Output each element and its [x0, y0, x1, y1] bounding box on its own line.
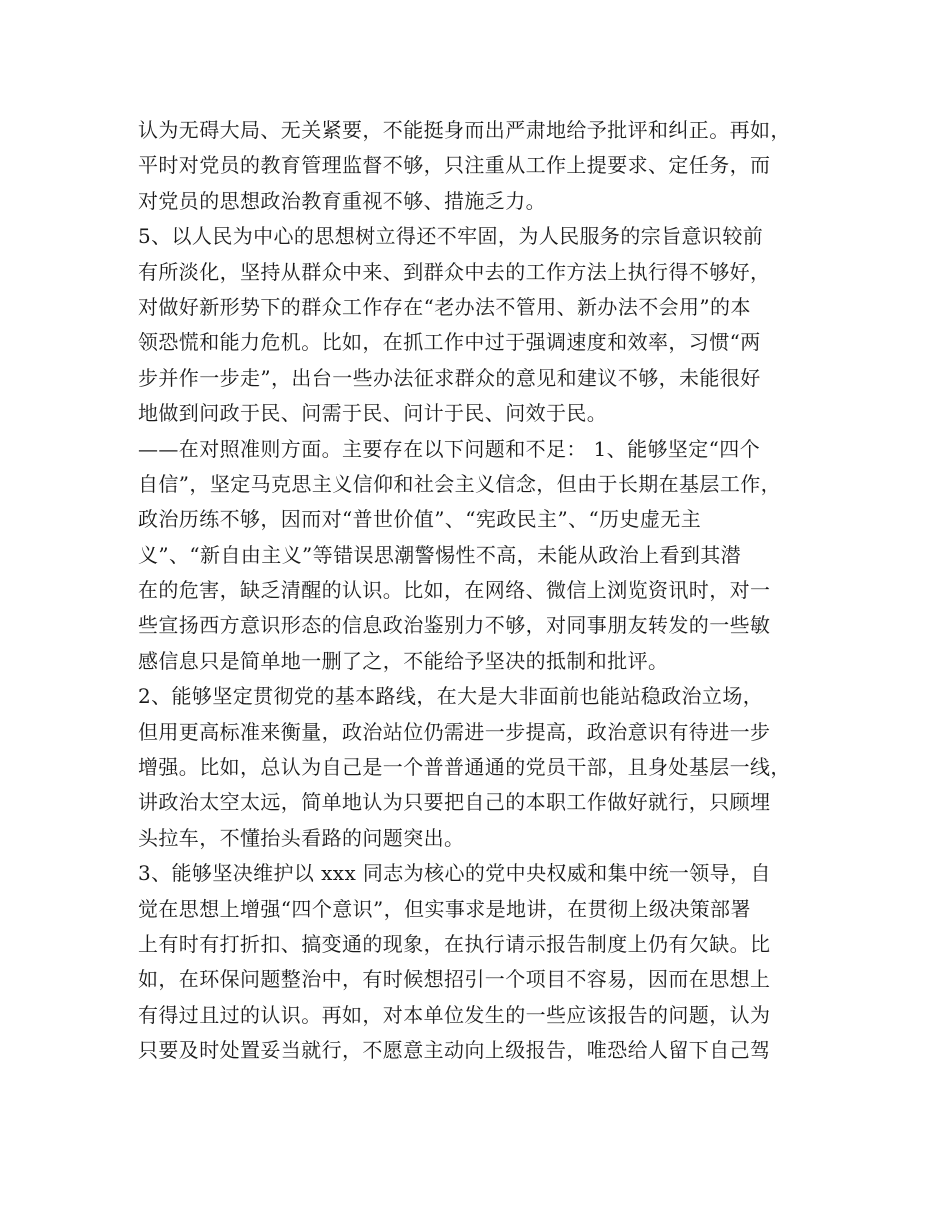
text-line: 平时对党员的教育管理监督不够，只注重从工作上提要求、定任务，而: [138, 153, 771, 178]
text-line: 5、以人民为中心的思想树立得还不牢固，为人民服务的宗旨意识较前: [138, 224, 764, 249]
text-line: 政治历练不够，因而对“普世价值”、“宪政民主”、“历史虚无主: [138, 507, 702, 532]
text-line: 地做到问政于民、问需于民、问计于民、问效于民。: [138, 401, 608, 426]
text-line: 觉在思想上增强“四个意识”，但实事求是地讲，在贯彻上级决策部署: [138, 896, 751, 921]
text-line: 义”、“新自由主义”等错误思潮警惕性不高，未能从政治上看到其潜: [138, 542, 742, 567]
text-line: 但用更高标准来衡量，政治站位仍需进一步提高，政治意识有待进一步: [138, 719, 771, 744]
text-line: ——在对照准则方面。主要存在以下问题和不足： 1、能够坚定“四个: [138, 436, 761, 461]
text-line: 感信息只是简单地一删了之，不能给予坚决的抵制和批评。: [138, 648, 669, 673]
text-line: 在的危害，缺乏清醒的认识。比如，在网络、微信上浏览资讯时，对一: [138, 578, 771, 603]
text-line: 增强。比如，总认为自己是一个普普通通的党员干部，且身处基层一线，: [138, 755, 791, 780]
text-line: 2、能够坚定贯彻党的基本路线，在大是大非面前也能站稳政治立场，: [138, 684, 764, 709]
text-line: 只要及时处置妥当就行，不愿意主动向上级报告，唯恐给人留下自己驾: [138, 1038, 771, 1063]
text-line: 上有时有打折扣、搞变通的现象，在执行请示报告制度上仍有欠缺。比: [138, 931, 771, 956]
text-line: 些宣扬西方意识形态的信息政治鉴别力不够，对同事朋友转发的一些敏: [138, 613, 771, 638]
text-line: 认为无碍大局、无关紧要，不能挺身而出严肃地给予批评和纠正。再如，: [138, 118, 791, 142]
text-line: 步并作一步走”，出台一些办法征求群众的意见和建议不够，未能很好: [138, 365, 761, 390]
text-line: 如，在环保问题整治中，有时候想招引一个项目不容易，因而在思想上: [138, 967, 771, 992]
body-text: [138, 113, 828, 1069]
text-line: 对党员的思想政治教育重视不够、措施乏力。: [138, 188, 546, 213]
text-line: 3、能够坚决维护以 xxx 同志为核心的党中央权威和集中统一领导，自: [138, 861, 771, 886]
text-line: 自信”，坚定马克思主义信仰和社会主义信念，但由于长期在基层工作，: [138, 471, 782, 496]
text-line: 有所淡化，坚持从群众中来、到群众中去的工作方法上执行得不够好，: [138, 259, 771, 284]
text-line: 领恐慌和能力危机。比如，在抓工作中过于强调速度和效率，习惯“两: [138, 330, 761, 355]
text-line: 讲政治太空太远，简单地认为只要把自己的本职工作做好就行，只顾埋: [138, 790, 771, 815]
text-line: 头拉车，不懂抬头看路的问题突出。: [138, 825, 465, 850]
text-line: 对做好新形势下的群众工作存在“老办法不管用、新办法不会用”的本: [138, 294, 751, 319]
text-line: 有得过且过的认识。再如，对本单位发生的一些应该报告的问题，认为: [138, 1002, 771, 1027]
